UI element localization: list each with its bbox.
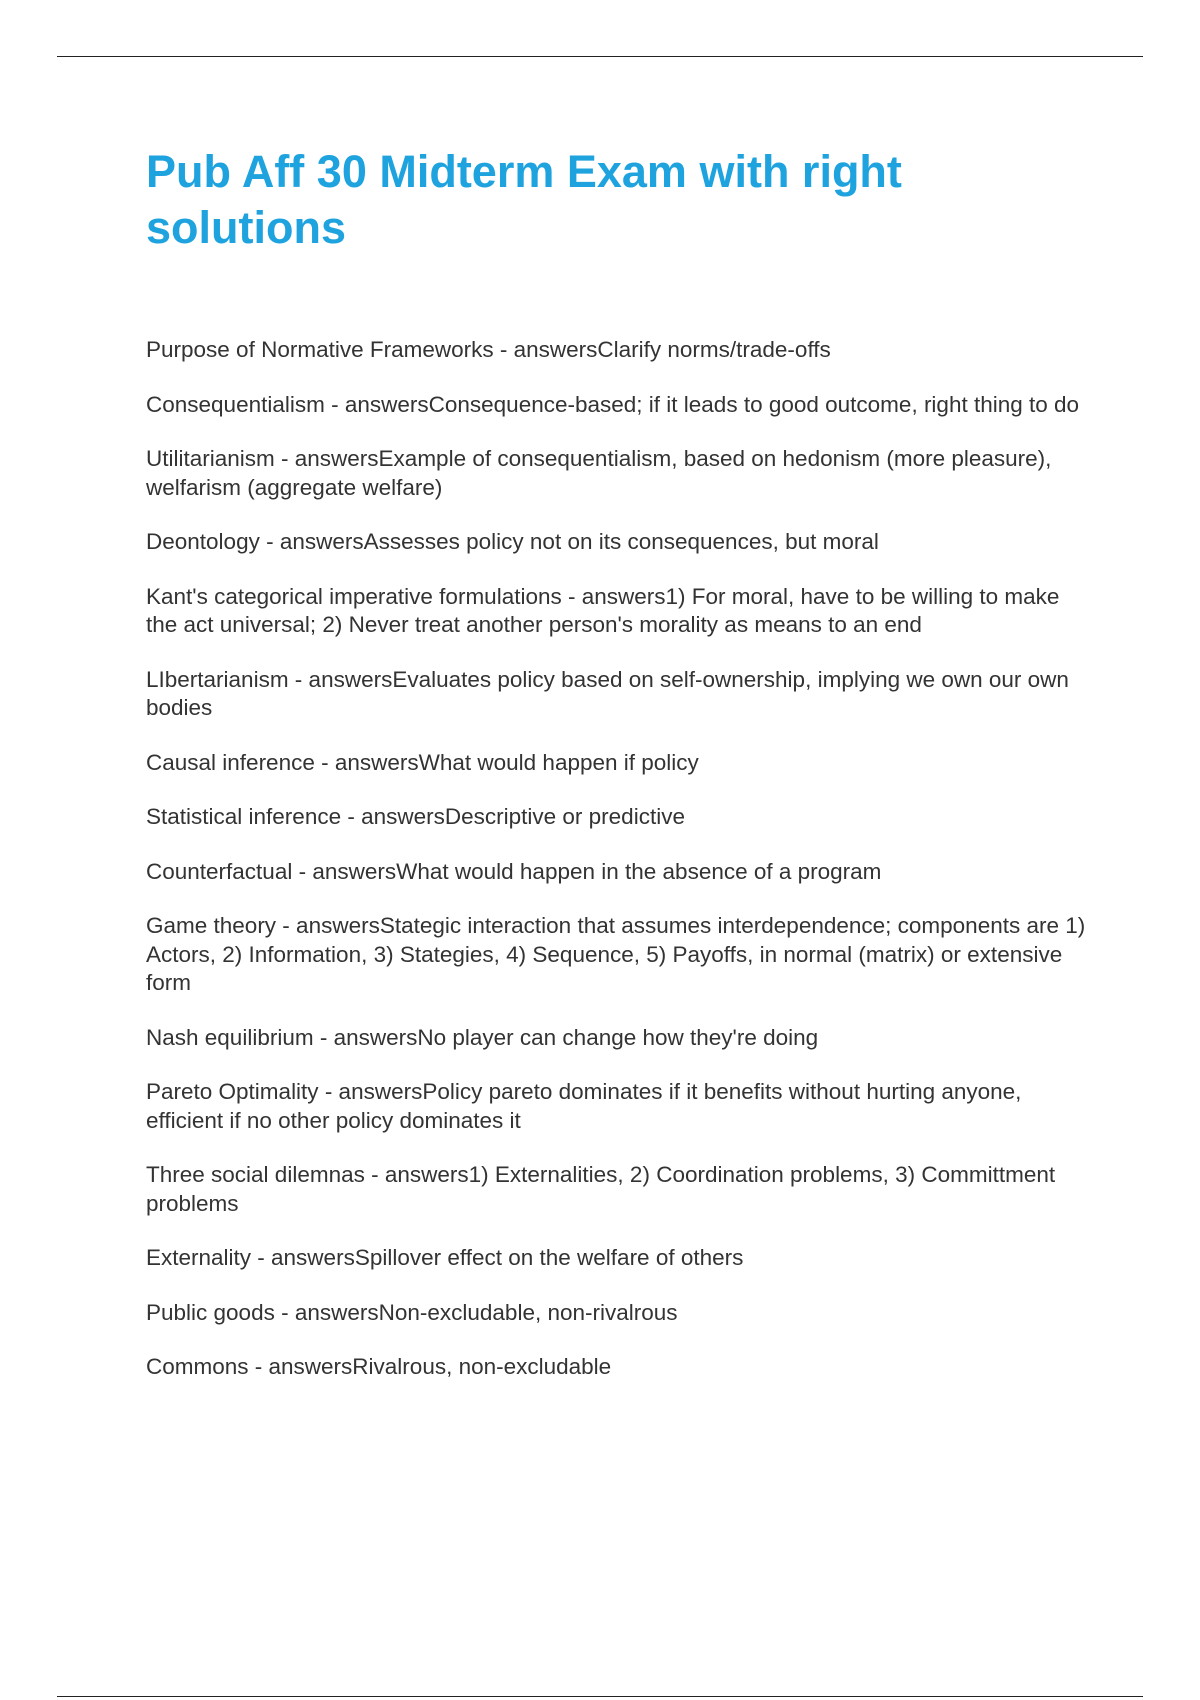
header-rule — [57, 56, 1143, 57]
qa-entry: Causal inference - answersWhat would happen if policy — [146, 749, 699, 775]
qa-entry: Nash equilibrium - answersNo player can change how they're doing — [146, 1024, 819, 1050]
qa-entry: Public goods - answersNon-excludable, non-rivalrous — [146, 1299, 678, 1325]
qa-entry: Pareto Optimality - answersPolicy pareto dominates if it benefits without hurting anyone, efficient if no other policy dominates it — [146, 1079, 1022, 1133]
footer-rule — [57, 1696, 1143, 1697]
document-body — [146, 144, 1096, 1408]
qa-entry: Counterfactual - answersWhat would happen in the absence of a program — [146, 858, 882, 884]
qa-list — [146, 336, 1096, 1382]
qa-entry: Deontology - answersAssesses policy not on its consequences, but moral — [146, 529, 879, 554]
qa-entry: Kant's categorical imperative formulations - answers1) For moral, have to be willing to make the act universal; 2) Never treat another person's morality as means to an end — [146, 583, 1060, 637]
document-title: Pub Aff 30 Midterm Exam with right solutions — [146, 146, 902, 253]
qa-entry: Consequentialism - answersConsequence-based; if it leads to good outcome, right thing to do — [146, 391, 1080, 417]
qa-entry: Commons - answersRivalrous, non-excludable — [146, 1354, 612, 1379]
qa-entry: Game theory - answersStategic interaction that assumes interdependence; components are 1) Actors, 2) Information, 3) Stategies, 4) Sequence, 5) Payoffs, in normal (matrix) or extensive form — [146, 913, 1086, 995]
qa-entry: LIbertarianism - answersEvaluates policy based on self-ownership, implying we own our own bodies — [146, 666, 1069, 720]
qa-entry: Three social dilemnas - answers1) Externalities, 2) Coordination problems, 3) Committment problems — [146, 1162, 1056, 1216]
qa-entry: Statistical inference - answersDescriptive or predictive — [146, 804, 685, 829]
qa-entry: Utilitarianism - answersExample of consequentialism, based on hedonism (more pleasure), welfarism (aggregate welfare) — [146, 446, 1052, 500]
qa-entry: Purpose of Normative Frameworks - answersClarify norms/trade-offs — [146, 337, 831, 362]
qa-entry: Externality - answersSpillover effect on the welfare of others — [146, 1245, 744, 1270]
